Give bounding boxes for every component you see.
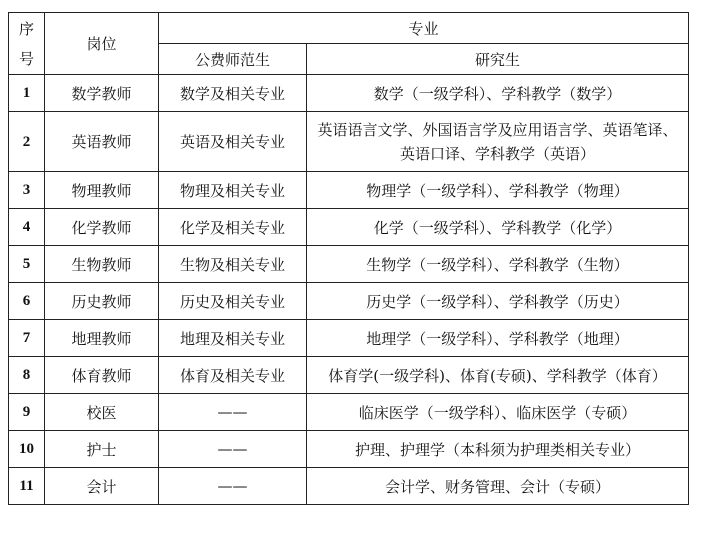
row-graduate-major: 会计学、财务管理、会计（专硕）	[307, 468, 689, 505]
row-graduate-major: 临床医学（一级学科）、临床医学（专硕）	[307, 394, 689, 431]
row-normal-major: 历史及相关专业	[159, 283, 307, 320]
row-graduate-major: 地理学（一级学科）、学科教学（地理）	[307, 320, 689, 357]
row-position: 会计	[45, 468, 159, 505]
row-normal-major: 生物及相关专业	[159, 246, 307, 283]
row-normal-major: 数学及相关专业	[159, 75, 307, 112]
header-graduate: 研究生	[307, 44, 689, 75]
row-normal-major: 体育及相关专业	[159, 357, 307, 394]
table-row	[9, 320, 689, 357]
recruitment-major-table	[8, 12, 689, 505]
table-row	[9, 75, 689, 112]
row-number: 8	[9, 357, 45, 394]
row-normal-major: ——	[159, 431, 307, 468]
row-position: 数学教师	[45, 75, 159, 112]
row-number: 3	[9, 172, 45, 209]
header-seq: 序号	[9, 13, 45, 75]
row-graduate-major: 历史学（一级学科）、学科教学（历史）	[307, 283, 689, 320]
table-row	[9, 431, 689, 468]
row-normal-major: ——	[159, 468, 307, 505]
row-position: 护士	[45, 431, 159, 468]
row-position: 历史教师	[45, 283, 159, 320]
row-number: 5	[9, 246, 45, 283]
row-graduate-major: 护理、护理学（本科须为护理类相关专业）	[307, 431, 689, 468]
row-number: 2	[9, 112, 45, 172]
row-number: 6	[9, 283, 45, 320]
table-row	[9, 112, 689, 172]
row-position: 校医	[45, 394, 159, 431]
row-number: 4	[9, 209, 45, 246]
row-normal-major: 地理及相关专业	[159, 320, 307, 357]
row-position: 生物教师	[45, 246, 159, 283]
table-row	[9, 283, 689, 320]
table-row	[9, 246, 689, 283]
row-number: 11	[9, 468, 45, 505]
row-graduate-major: 化学（一级学科）、学科教学（化学）	[307, 209, 689, 246]
row-number: 10	[9, 431, 45, 468]
row-graduate-major: 数学（一级学科）、学科教学（数学）	[307, 75, 689, 112]
table-row	[9, 172, 689, 209]
row-position: 地理教师	[45, 320, 159, 357]
row-normal-major: 物理及相关专业	[159, 172, 307, 209]
row-number: 9	[9, 394, 45, 431]
row-position: 物理教师	[45, 172, 159, 209]
header-position: 岗位	[45, 13, 159, 75]
table-row	[9, 394, 689, 431]
table-row	[9, 468, 689, 505]
row-graduate-major: 英语语言文学、外国语言学及应用语言学、英语笔译、英语口译、学科教学（英语）	[307, 112, 689, 172]
row-normal-major: ——	[159, 394, 307, 431]
row-number: 1	[9, 75, 45, 112]
row-position: 体育教师	[45, 357, 159, 394]
table-row	[9, 209, 689, 246]
row-graduate-major: 体育学(一级学科)、体育(专硕)、学科教学（体育）	[307, 357, 689, 394]
row-graduate-major: 物理学（一级学科）、学科教学（物理）	[307, 172, 689, 209]
header-normal-students: 公费师范生	[159, 44, 307, 75]
row-normal-major: 化学及相关专业	[159, 209, 307, 246]
row-normal-major: 英语及相关专业	[159, 112, 307, 172]
document-table-container	[8, 12, 689, 505]
row-number: 7	[9, 320, 45, 357]
row-position: 化学教师	[45, 209, 159, 246]
table-row	[9, 357, 689, 394]
row-position: 英语教师	[45, 112, 159, 172]
header-major: 专业	[159, 13, 689, 44]
row-graduate-major: 生物学（一级学科）、学科教学（生物）	[307, 246, 689, 283]
